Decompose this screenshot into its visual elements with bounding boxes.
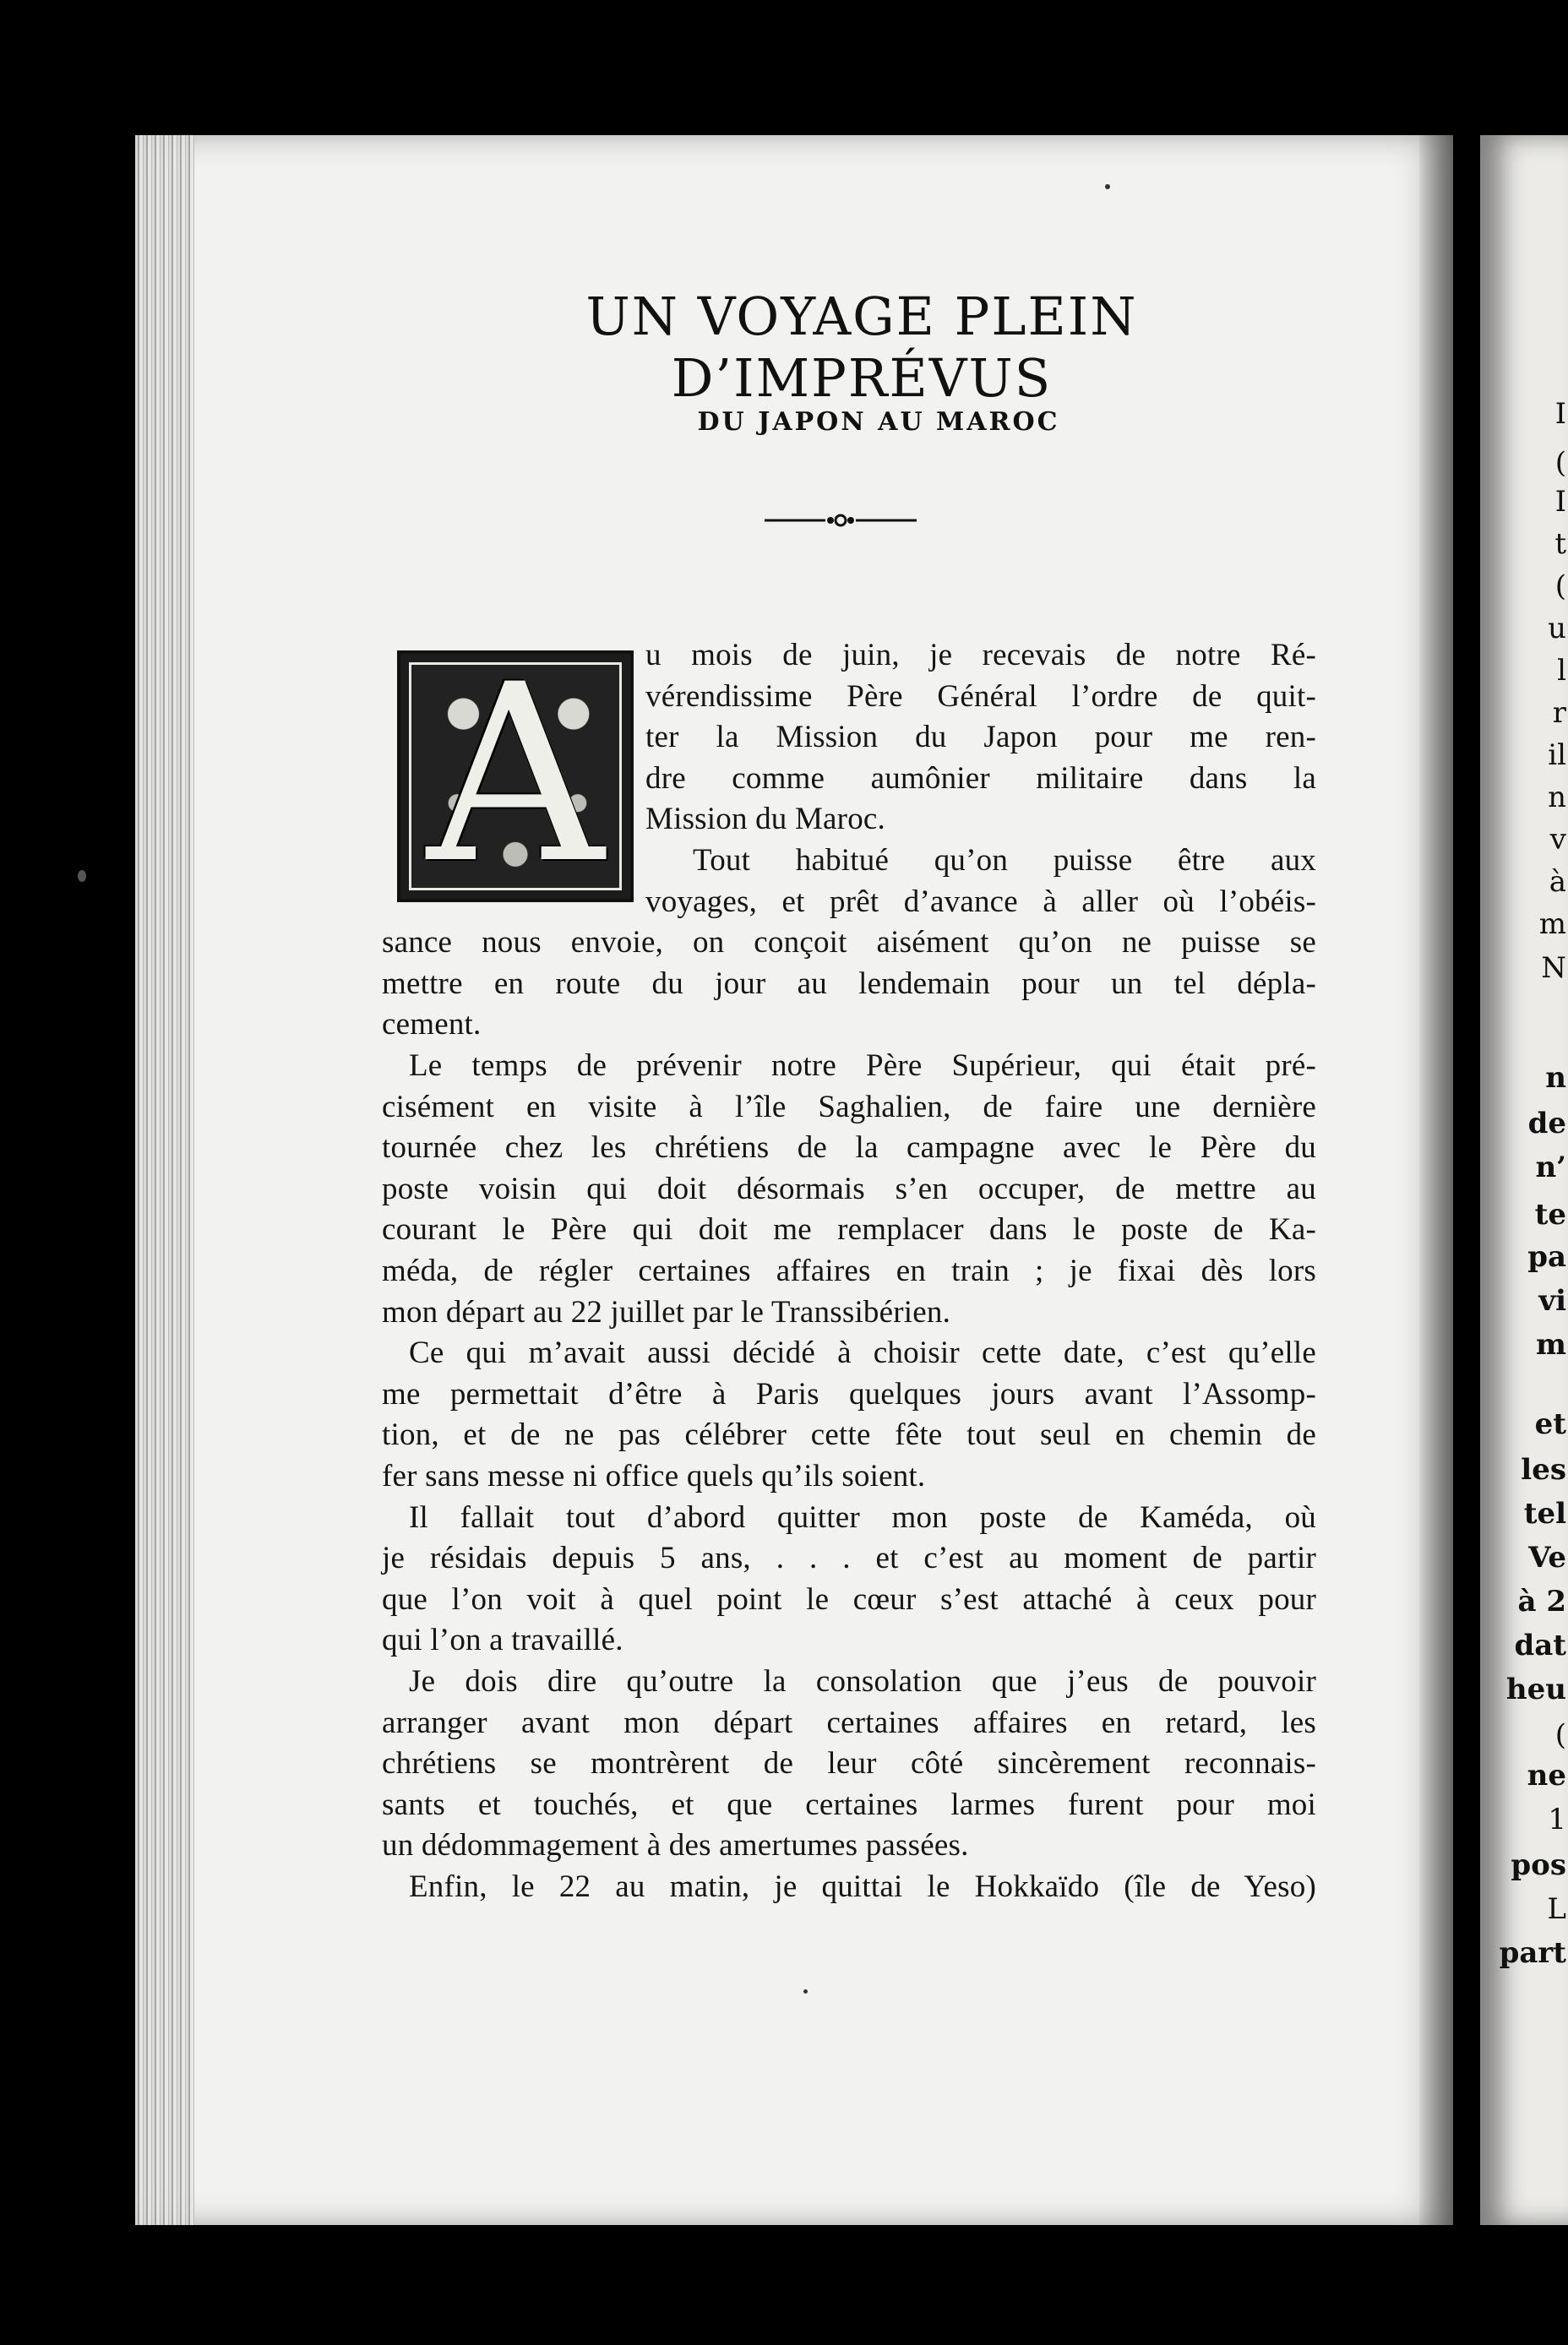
text-line: fer sans messe ni office quels qu’ils soient.	[382, 1459, 926, 1494]
text-line: qui l’on a travaillé.	[382, 1623, 623, 1658]
text-line: ter la Mission du Japon pour me ren-	[645, 720, 1316, 755]
facing-page-fragment: part	[1499, 1936, 1566, 1970]
facing-page-fragment: il	[1548, 738, 1566, 772]
facing-page-fragment: pa	[1527, 1240, 1566, 1274]
facing-page-fragment: à 2	[1517, 1585, 1566, 1619]
text-line: Le temps de prévenir notre Père Supérieur, qui était pré-	[409, 1048, 1316, 1083]
facing-page-fragment: l	[1557, 654, 1566, 688]
facing-page-fragment: v	[1549, 823, 1566, 857]
text-line: mettre en route du jour au lendemain pour un tel dépla-	[382, 966, 1316, 1001]
facing-page-fragment: t	[1554, 527, 1566, 561]
facing-page-fragment: dat	[1514, 1629, 1566, 1662]
facing-page-fragment: n’	[1535, 1151, 1566, 1184]
text-line: dre comme aumônier militaire dans la	[645, 760, 1316, 796]
text-line: tournée chez les chrétiens de la campagne avec le Père du	[382, 1130, 1316, 1166]
text-line: Il fallait tout d’abord quitter mon poste de Kaméda, où	[409, 1499, 1316, 1535]
facing-page-fragment: (	[1554, 1718, 1566, 1752]
text-line: mon départ au 22 juillet par le Transsibérien.	[382, 1294, 951, 1330]
facing-page-fragment: N	[1541, 951, 1566, 985]
text-line: poste voisin qui doit désormais s’en occuper, de mettre au	[382, 1171, 1316, 1206]
text-line: sants et touchés, et que certaines larmes furent pour moi	[382, 1787, 1316, 1822]
facing-page-fragment: (	[1554, 569, 1566, 603]
facing-page-fragment: de	[1527, 1107, 1566, 1140]
scan-speck	[1105, 184, 1110, 189]
facing-page-fragment: L	[1547, 1892, 1566, 1926]
facing-page-fragment: pos	[1511, 1848, 1566, 1882]
facing-page-fragment: n	[1548, 781, 1566, 814]
drop-cap-ornament	[409, 633, 622, 917]
text-line: chrétiens se montrèrent de leur côté sincèrement reconnais-	[382, 1746, 1316, 1782]
text-line: cisément en visite à l’île Saghalien, de faire une dernière	[382, 1089, 1316, 1124]
facing-page-fragment: m	[1536, 1328, 1566, 1362]
text-line: je résidais depuis 5 ans, . . . et c’est au moment de partir	[382, 1541, 1316, 1576]
facing-page-fragment: tel	[1523, 1497, 1566, 1531]
facing-page-fragment: à	[1549, 865, 1566, 899]
facing-page-fragment: Ve	[1528, 1541, 1566, 1575]
facing-page-fragment: I	[1554, 485, 1566, 519]
facing-page-fragment: I	[1554, 397, 1566, 431]
drop-cap	[397, 633, 634, 917]
facing-page-fragment: u	[1548, 612, 1566, 645]
page-subtitle: DU JAPON AU MAROC	[697, 407, 1060, 437]
text-line: courant le Père qui doit me remplacer dans le poste de Ka-	[382, 1212, 1316, 1248]
text-line: sance nous envoie, on conçoit aisément qu’on ne puisse se	[382, 925, 1316, 960]
scan-speck	[803, 1989, 808, 1994]
text-line: Tout habitué qu’on puisse être aux	[693, 843, 1316, 878]
facing-page-fragment: ne	[1527, 1759, 1566, 1793]
facing-page-fragment: 1	[1548, 1803, 1566, 1836]
scan-speck	[78, 870, 86, 882]
facing-page-fragment: les	[1521, 1453, 1566, 1487]
text-line: me permettait d’être à Paris quelques jours avant l’Assomp-	[382, 1376, 1316, 1412]
text-line: Ce qui m’avait aussi décidé à choisir cette date, c’est qu’elle	[409, 1336, 1316, 1371]
text-line: Mission du Maroc.	[645, 802, 885, 837]
facing-page-fragment: m	[1538, 907, 1566, 941]
text-line: un dédommagement à des amertumes passées.	[382, 1828, 969, 1863]
page-edges	[135, 135, 194, 2225]
facing-page-fragment: et	[1534, 1407, 1566, 1441]
facing-page-fragment: n	[1545, 1061, 1566, 1095]
facing-page-fragment: r	[1552, 696, 1566, 730]
facing-page	[1480, 135, 1568, 2225]
text-line: méda, de régler certaines affaires en train ; je fixai dès lors	[382, 1254, 1316, 1288]
facing-page-fragment: (	[1554, 446, 1566, 480]
facing-page-fragment: vi	[1538, 1284, 1566, 1318]
page-title: UN VOYAGE PLEIN D’IMPRÉVUS	[585, 286, 1138, 409]
text-line: u mois de juin, je recevais de notre Ré-	[645, 638, 1316, 672]
text-line: Je dois dire qu’outre la consolation que j’eus de pouvoir	[409, 1664, 1316, 1699]
drop-cap-letter: A	[427, 633, 604, 917]
facing-page-fragment: te	[1534, 1198, 1566, 1232]
text-line: vérendissime Père Général l’ordre de quit-	[645, 678, 1316, 714]
text-line: que l’on voit à quel point le cœur s’est attaché à ceux pour	[382, 1581, 1316, 1617]
gutter-shadow	[1419, 135, 1478, 2225]
text-line: tion, et de ne pas célébrer cette fête tout seul en chemin de	[382, 1417, 1316, 1453]
text-line: cement.	[382, 1007, 482, 1042]
ornament-divider-icon	[765, 508, 917, 533]
facing-page-fragment: heu	[1505, 1673, 1566, 1706]
text-line: arranger avant mon départ certaines affaires en retard, les	[382, 1705, 1316, 1740]
text-line: Enfin, le 22 au matin, je quittai le Hokkaïdo (île de Yeso)	[409, 1869, 1316, 1904]
text-line: voyages, et prêt d’avance à aller où l’obéis-	[645, 884, 1316, 919]
